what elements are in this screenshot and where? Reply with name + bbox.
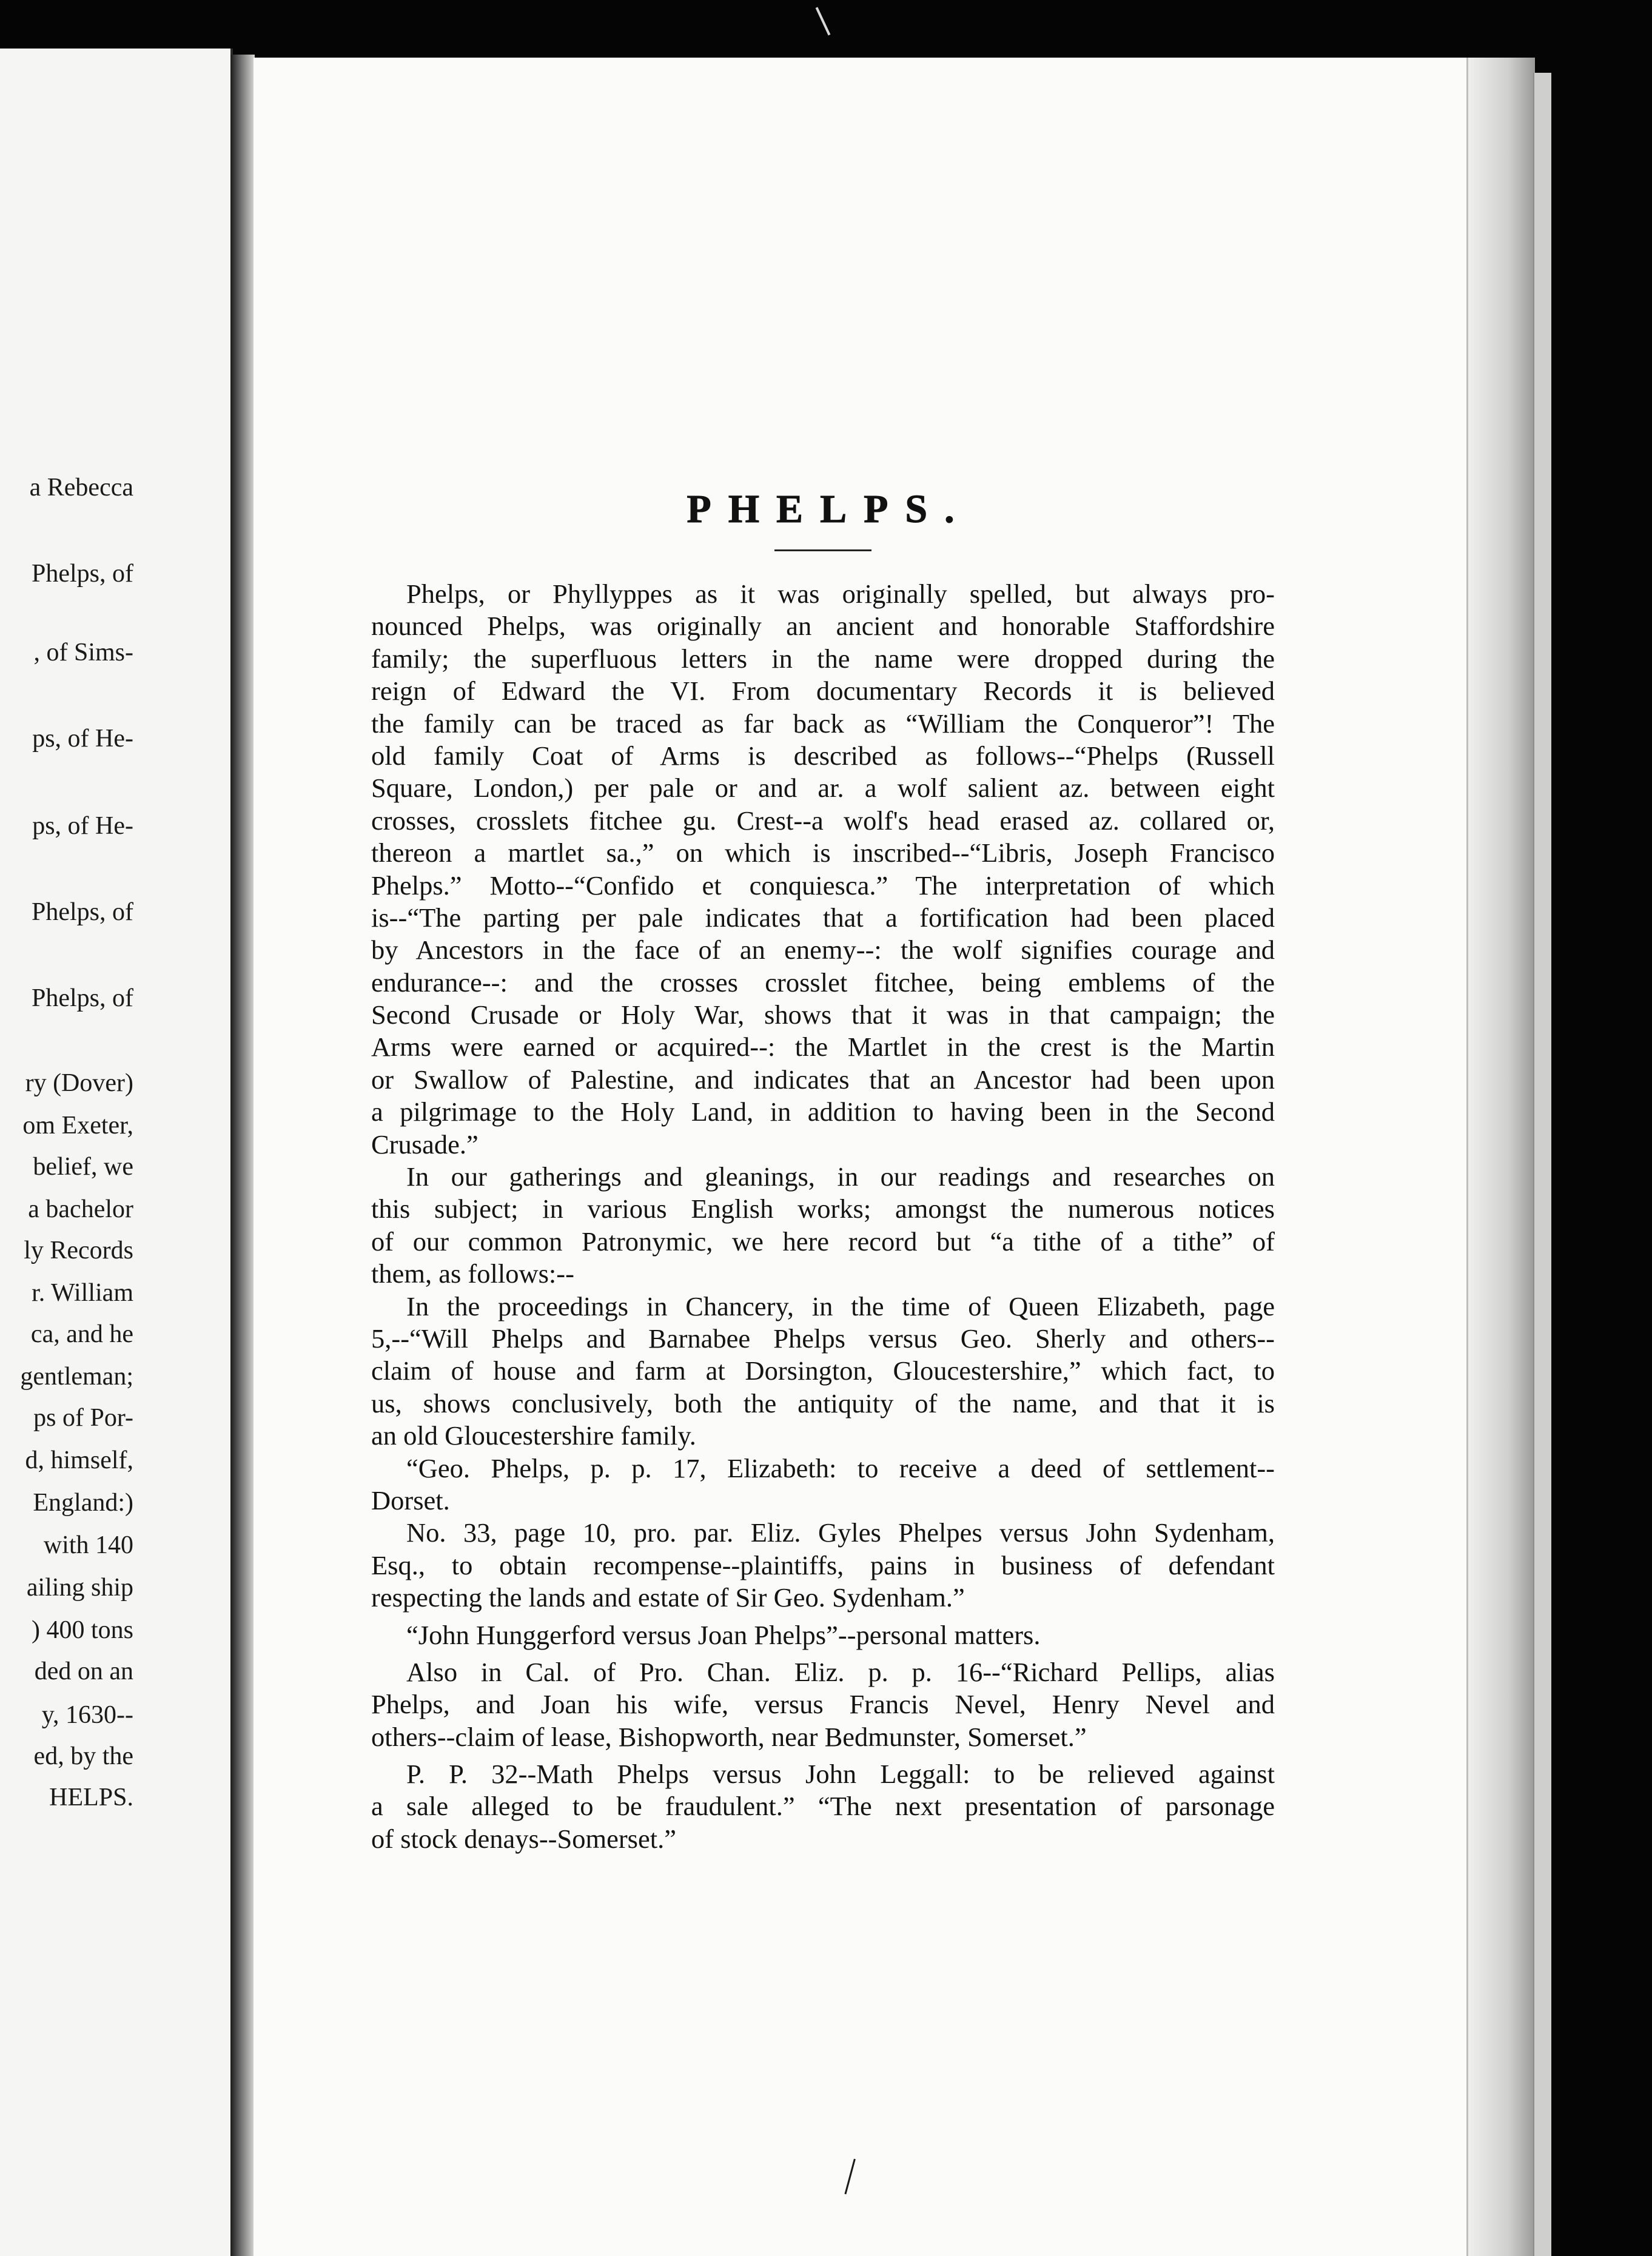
text-line: of our common Patronymic, we here record but “a tithe of a tithe” of (371, 1226, 1275, 1257)
text-line: Second Crusade or Holy War, shows that it was in that campaign; the (371, 999, 1275, 1030)
left-page-line: England:) (33, 1489, 133, 1517)
text-line: others--claim of lease, Bishopworth, near Bedmunster, Somerset.” (371, 1721, 1087, 1752)
paragraph-gap (371, 1753, 1275, 1758)
paragraph (371, 1656, 1275, 1753)
left-page-line: Phelps, of (32, 898, 133, 926)
page-title: PHELPS. (687, 487, 972, 531)
text-line: Phelps.” Motto--“Confido et conquiesca.” The interpretation of which (371, 870, 1275, 901)
left-page-line: Phelps, of (32, 984, 133, 1012)
left-page-line: ps, of He- (32, 725, 133, 753)
text-line: nounced Phelps, was originally an ancient and honorable Staffordshire (371, 611, 1275, 642)
left-page-line: a bachelor (28, 1195, 133, 1223)
left-page-line: ailing ship (26, 1574, 133, 1602)
text-line: Esq., to obtain recompense--plaintiffs, pains in business of defendant (371, 1549, 1275, 1580)
text-line: In the proceedings in Chancery, in the time of Queen Elizabeth, page (406, 1291, 1275, 1321)
text-line: Square, London,) per pale or and ar. a wolf salient az. between eight (371, 773, 1275, 804)
left-page-line: y, 1630-- (41, 1701, 133, 1729)
left-page-line: om Exeter, (22, 1112, 133, 1140)
book-gutter (230, 55, 255, 2256)
paragraph-gap (371, 1651, 1275, 1656)
text-line: Phelps, or Phyllyppes as it was originally spelled, but always pro- (406, 579, 1275, 609)
page-edge-stack (1533, 73, 1551, 2256)
text-line: Arms were earned or acquired--: the Martlet in the crest is the Martin (371, 1032, 1275, 1063)
text-line: of stock denays--Somerset.” (371, 1823, 676, 1854)
text-line: us, shows conclusively, both the antiquity of the name, and that it is (371, 1388, 1275, 1418)
text-line: them, as follows:-- (371, 1258, 574, 1289)
left-page-line: ly Records (24, 1237, 133, 1264)
text-line: crosses, crosslets fitchee gu. Crest--a wolf's head erased az. collared or, (371, 805, 1275, 836)
text-line: claim of house and farm at Dorsington, Gloucestershire,” which fact, to (371, 1355, 1275, 1386)
text-line: this subject; in various English works; amongst the numerous notices (371, 1193, 1275, 1224)
text-line: a sale alleged to be fraudulent.” “The next presentation of parsonage (371, 1791, 1275, 1822)
text-line: old family Coat of Arms is described as follows--“Phelps (Russell (371, 740, 1275, 771)
text-line: thereon a martlet sa.,” on which is inscribed--“Libris, Joseph Francisco (371, 838, 1275, 868)
text-line: respecting the lands and estate of Sir Geo. Sydenham.” (371, 1582, 965, 1613)
text-line: reign of Edward the VI. From documentary Records it is believed (371, 676, 1275, 707)
left-page-line: HELPS. (49, 1784, 133, 1811)
page-edge (1466, 58, 1535, 2256)
paragraph (371, 1291, 1275, 1452)
paragraph (371, 1619, 1275, 1651)
text-line: No. 33, page 10, pro. par. Eliz. Gyles Phelpes versus John Sydenham, (406, 1517, 1275, 1548)
scan-artifact (816, 7, 831, 35)
left-page-line: Phelps, of (32, 560, 133, 588)
text-line: the family can be traced as far back as “William the Conqueror”! The (371, 708, 1275, 739)
left-page-line: ps of Por- (33, 1404, 133, 1432)
left-page-line: ed, by the (33, 1742, 133, 1770)
left-page-line: ry (Dover) (25, 1069, 133, 1097)
left-page-line: ded on an (34, 1657, 133, 1685)
text-line: family; the superfluous letters in the name were dropped during the (371, 643, 1275, 674)
left-page-line: r. William (32, 1279, 133, 1307)
left-page-line: ca, and he (30, 1320, 133, 1348)
text-line: Crusade.” (371, 1129, 478, 1160)
text-line: Phelps, and Joan his wife, versus Francis Nevel, Henry Nevel and (371, 1689, 1275, 1720)
text-line: an old Gloucestershire family. (371, 1420, 696, 1451)
left-page-line: , of Sims- (33, 639, 133, 666)
left-page-line: belief, we (33, 1153, 133, 1181)
left-page-line: gentleman; (20, 1363, 133, 1391)
left-page-line: with 140 (43, 1531, 133, 1559)
paragraph-gap (371, 1614, 1275, 1619)
paragraph (371, 1452, 1275, 1517)
text-line: by Ancestors in the face of an enemy--: the wolf signifies courage and (371, 935, 1275, 965)
text-line: endurance--: and the crosses crosslet fitchee, being emblems of the (371, 967, 1275, 998)
text-line: Also in Cal. of Pro. Chan. Eliz. p. p. 16--“Richard Pellips, alias (406, 1656, 1275, 1687)
left-page-line: ps, of He- (32, 812, 133, 840)
left-page-line: a Rebecca (29, 474, 133, 502)
paragraph (371, 1758, 1275, 1855)
title-rule (774, 549, 871, 551)
left-page-line: d, himself, (25, 1446, 133, 1474)
text-line: 5,--“Will Phelps and Barnabee Phelps versus Geo. Sherly and others-- (371, 1323, 1275, 1354)
body-text (371, 578, 1275, 1855)
text-line: In our gatherings and gleanings, in our readings and researches on (406, 1161, 1275, 1192)
text-line: is--“The parting per pale indicates that a fortification had been placed (371, 902, 1275, 933)
page-content (371, 485, 1275, 1855)
left-page-line: ) 400 tons (32, 1616, 133, 1644)
text-line: Dorset. (371, 1485, 450, 1516)
text-line: “Geo. Phelps, p. p. 17, Elizabeth: to receive a deed of settlement-- (406, 1452, 1275, 1483)
text-line: “John Hunggerford versus Joan Phelps”--personal matters. (406, 1619, 1041, 1650)
text-line: a pilgrimage to the Holy Land, in addition to having been in the Second (371, 1096, 1275, 1127)
paragraph (371, 1517, 1275, 1614)
text-line: or Swallow of Palestine, and indicates that an Ancestor had been upon (371, 1064, 1275, 1095)
paragraph (371, 1161, 1275, 1291)
text-line: P. P. 32--Math Phelps versus John Leggall: to be relieved against (406, 1759, 1275, 1790)
paragraph (371, 578, 1275, 1161)
